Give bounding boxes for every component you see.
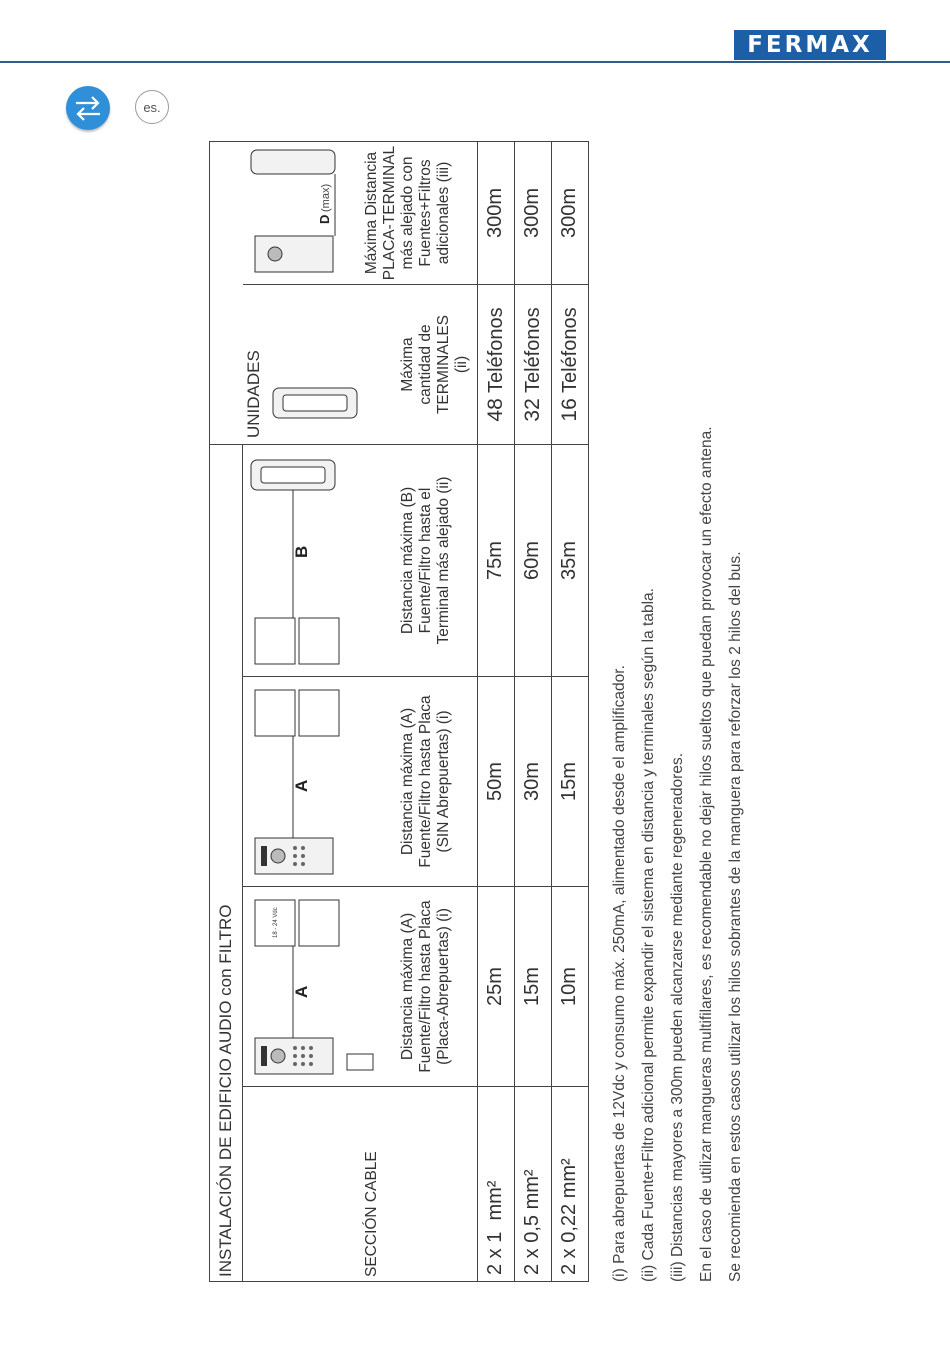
col-header-terminales (243, 285, 477, 445)
footnote-i: (i) Para abrepuertas de 12Vdc y consumo máx. 250mA, alimentado desde el amplificador. (611, 665, 628, 1282)
note-antenna: En el caso de utilizar mangueras multifilares, es recomendable no dejar hilos sueltos que puedan provocar un efecto antena. (698, 426, 715, 1282)
svg-text:B: B (292, 545, 312, 558)
col-header-sin-abrepuertas (243, 677, 477, 887)
col-header-text-5: Máxima Distancia PLACA-TERMINAL más alejado con Fuentes+Filtros adicionales (iii) (362, 145, 452, 281)
cable-table-rotated (209, 142, 589, 1282)
table-title: INSTALACIÓN DE EDIFICIO AUDIO con FILTRO (210, 445, 243, 1282)
col-header-text-1: Distancia máxima (A) Fuente/Filtro hasta Placa (Placa-Abrepuertas) (i) (399, 900, 453, 1073)
swap-arrows-icon[interactable] (66, 86, 110, 130)
unidades-label: UNIDADES (243, 350, 263, 438)
col-header-distancia-fuentes (243, 142, 477, 285)
col-header-terminal-alejado (243, 445, 477, 677)
footnotes (605, 142, 755, 1282)
table-row: 2 x 1 mm² 25m 50m 75m 48 Teléfonos 300m (477, 142, 514, 1282)
table-row: 2 x 0,5 mm² 15m 30m 60m 32 Teléfonos 300m (514, 142, 551, 1282)
footnote-iii: (iii) Distancias mayores a 300m pueden alcanzarse mediante regeneradores. (669, 753, 686, 1282)
svg-text:D: D (316, 214, 332, 224)
svg-text:(max): (max) (319, 183, 332, 212)
diagram-telefono (243, 284, 393, 444)
col-header-text-2: Distancia máxima (A) Fuente/Filtro hasta Placa (SIN Abrepuertas) (i) (399, 695, 453, 868)
col-header-placa-abrepuertas (243, 887, 477, 1087)
diagram-sin-abrepuertas (243, 676, 393, 886)
note-reinforce: Se recomienda en estos casos utilizar los hilos sobrantes de la manguera para reforzar los 2 hilos del bus. (727, 551, 744, 1282)
footnote-ii: (ii) Cada Fuente+Filtro adicional permite expandir el sistema en distancia y terminales según la tabla. (640, 588, 657, 1282)
svg-text:A: A (292, 779, 312, 792)
table-row: 2 x 0,22 mm² 10m 15m 35m 16 Teléfonos 300m (551, 142, 588, 1282)
fermax-logo: FERMAX (734, 30, 886, 60)
diagram-terminal-alejado (243, 444, 393, 676)
svg-text:18 - 24 Vdc: 18 - 24 Vdc (273, 907, 280, 938)
language-code: es. (143, 99, 161, 115)
diagram-placa-abrepuertas (243, 886, 393, 1086)
col-header-text-4: Máxima cantidad de TERMINALES (ii) (398, 314, 470, 415)
col-header-text-3: Distancia máxima (B) Fuente/Filtro hasta el Terminal más alejado (ii) (399, 476, 453, 645)
language-badge[interactable] (135, 90, 169, 124)
header-divider (0, 61, 950, 63)
seccion-cable-header: SECCIÓN CABLE (243, 1087, 477, 1282)
cable-table (209, 142, 589, 1282)
svg-text:A: A (292, 985, 312, 998)
